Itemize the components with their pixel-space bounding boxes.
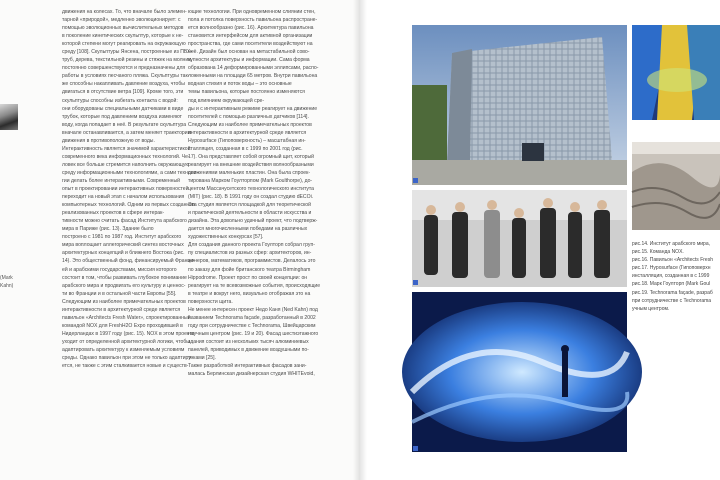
- caption-line: Kahn): [0, 283, 14, 289]
- figure-caption-line: при сотрудничестве с Technorama: [632, 297, 712, 304]
- text-line: под влиянием окружающей сре-: [188, 97, 265, 104]
- text-line: среды. Однако павильон при этом не только адаптиру-: [62, 355, 193, 362]
- text-line: скульптуры способны избегать контакта с водой:: [62, 97, 178, 104]
- text-line: тивности можно считать фасад Института арабского: [62, 218, 187, 225]
- text-line: в поколение кинетических скульптур, которые к не-: [62, 33, 184, 40]
- text-line: в театре и вокруг него, визуально отображая это на: [188, 290, 311, 297]
- text-line: ющие технологии. При одновременном слиянии стен,: [188, 9, 316, 15]
- text-line: токами [25].: [188, 355, 216, 362]
- text-line: названием Technorama façade, разработанный в 2002: [188, 314, 316, 321]
- text-line: помощью эволюционных вычислительных методов: [62, 25, 184, 32]
- text-line: 17). Она представляет собой огромный щит, который: [188, 153, 315, 160]
- text-line: Также разработкой интерактивных фасадов зани-: [188, 363, 307, 370]
- text-line: панелей, приводимых в движение воздушными по-: [188, 346, 309, 353]
- figure-marker: [413, 280, 418, 285]
- figure-technorama-facade: [412, 292, 627, 452]
- text-line: современного века информационных технологий. Че-: [62, 153, 190, 160]
- text-line: адаптировать архитектуру к изменяемым условиям: [62, 346, 185, 353]
- text-line: Не менее интересен проект Недо Каня (Ned Kahn) под: [188, 306, 318, 313]
- text-line: ется, не также с этим сталкивается новые и существ-: [62, 363, 189, 370]
- figure-captions: [632, 240, 720, 313]
- text-line: малась Берлинская дизайнерская студия WHITEvoid,: [188, 371, 315, 378]
- figure-caption-line: инсталляция, созданная в с 1999: [632, 273, 710, 280]
- text-line: они оборудованы специальными датчиками в виде: [62, 105, 184, 112]
- left-photo-caption: [0, 274, 30, 290]
- text-line: движениями маленьких пластин. Она была спроек-: [188, 169, 311, 176]
- text-line: павильон «Architects Fresh Water», спроектированный: [62, 314, 191, 321]
- figure-institut-arabskogo-mira: [412, 25, 627, 185]
- text-line: реализованных проектов в сфере интерак-: [62, 210, 165, 217]
- text-line: посетителей с помощью различных датчиков [114].: [188, 113, 309, 120]
- figure-caption-line: рис.15. Команда NOX.: [632, 249, 684, 256]
- text-line: движения в противоположную от воды.: [62, 137, 155, 144]
- text-line: реагирует на те всевозможные события, происходящие: [188, 282, 321, 289]
- text-line: водная стихия и поток воды – это основные: [188, 81, 292, 88]
- text-line: постоянно совершенствуются и предназначены для: [62, 65, 186, 72]
- text-line: пола и потолка поверхность павильона распростране-: [188, 17, 318, 24]
- text-line: Эта студия является площадкой для теоретической: [188, 202, 311, 209]
- text-line: здания состоит из нескольких тысяч алюминиевых: [188, 338, 309, 345]
- text-line: купности архитектуры и информации. Сама форма: [188, 57, 310, 64]
- text-line: ды и с интерактивным режиме реагирует на движение: [188, 105, 318, 112]
- text-line: ется волнообразно (рис. 16). Архитектура павильона: [188, 25, 314, 32]
- portrait-photo-fragment: [0, 104, 18, 130]
- text-line: которой степени могут реагировать на окружающую: [62, 41, 186, 48]
- book-gutter: [353, 0, 367, 480]
- text-line: интерактивности в архитектурной среде является: [62, 306, 181, 313]
- caption-line: (Mark: [0, 275, 13, 281]
- text-column-a: [62, 8, 199, 370]
- text-line: художественных конкурсах [57].: [188, 234, 264, 241]
- text-line: уходит от определенной архитектурной логики, чтобы: [62, 338, 190, 345]
- text-line: Hyposurface (Гипоповерхность) – масштабная ин-: [188, 137, 306, 144]
- text-line: становится интерфейсом для активной организации: [188, 33, 313, 40]
- text-line: среду [108]. Скульптуры Янсена, построенные из ПВХ-: [62, 49, 193, 56]
- text-line: Следующим из наиболее примечательных проектов: [62, 298, 186, 305]
- figure-caption-line: рис.18. Марк Гоулторп (Mark Goul: [632, 281, 711, 288]
- text-line: центом Массачусетского технологического института: [188, 186, 314, 193]
- text-line: командой NOX для FreshH2O Expo проходившей в: [62, 322, 183, 329]
- text-line: Интерактивность является значимой характеристикой: [62, 145, 191, 152]
- text-line: мира в Париже (рис. 13). Здание было: [62, 226, 154, 233]
- text-line: состоит в том, чтобы развивать глубокое понимание: [62, 274, 187, 281]
- text-line: переходит на новый этап с началом использования: [62, 194, 185, 201]
- text-line: году при сотрудничестве с Technorama, Швейцарским: [188, 322, 316, 329]
- text-line: пу специалистов из разных сфер: архитекторов, ин-: [188, 250, 312, 257]
- text-line: труб, дерева, текстильной резины и стяжек на молнии,: [62, 57, 193, 64]
- text-line: ти во Франции и в остальной части Европы [55].: [62, 290, 177, 297]
- text-line: Hippodrome. Проект прост по своей концепции: он: [188, 274, 308, 281]
- text-line: гии делать более интерактивными. Современный: [62, 177, 180, 184]
- text-line: Для создания данного проекта Гоулторп собрал груп-: [188, 242, 315, 249]
- text-line: арабского мира и продвигать его культуру и ценнос-: [62, 282, 186, 289]
- figure-caption-line: рис.16. Павильон «Architects Fresh: [632, 257, 713, 264]
- text-line: реагирует на внешние воздействия волнообразными: [188, 161, 314, 168]
- text-line: компьютерных технологий. Одним из первых созданных: [62, 202, 196, 209]
- text-line: и практической деятельности в области искусства и: [188, 210, 312, 217]
- figure-nox-team: [412, 190, 627, 287]
- text-line: воду, когда попадает в неё. В результате скульптура: [62, 121, 187, 128]
- figure-caption-line: рис.14. Институт арабского мира,: [632, 241, 711, 247]
- text-line: работы в условиях песчаного пляжа. Скульптуры так-: [62, 73, 190, 80]
- text-line: ложенными на площади 65 метров. Внутри павильона: [188, 73, 318, 80]
- figure-caption-line: учным центром.: [632, 305, 670, 312]
- text-line: трубок, которые под давлением воздуха изменяют: [62, 113, 182, 120]
- text-line: Следующим из наиболее примечательных проектов: [188, 121, 312, 128]
- text-line: женеров, математиков, программистов. Делалось это: [188, 258, 316, 265]
- text-line: образована 14 деформированными эллипсами, распо-: [188, 65, 319, 72]
- figure-fresh-water-pavilion: [632, 25, 720, 120]
- text-line: Нидерландах в 1997 году (рис. 15). NOX в этом проекте: [62, 330, 195, 337]
- text-line: сталляция, созданная в с 1999 по 2001 год (рис.: [188, 145, 303, 152]
- figure-marker: [413, 446, 418, 451]
- text-line: (MIT) (рис. 18). В 1991 году он создал студию dECOi.: [188, 194, 314, 201]
- text-line: неё. Дизайн был основан на метастабильной сово-: [188, 49, 310, 56]
- text-line: поверхности щита.: [188, 298, 233, 305]
- text-line: пространства, где сами посетители воздействуют на: [188, 41, 313, 48]
- text-line: научным центром (рис. 19 и 20). Фасад шестиэтажного: [188, 330, 319, 337]
- text-line: интерактивности в архитектурной среде является: [188, 129, 307, 136]
- figure-caption-line: рис.19. Technorama façade, разраб: [632, 289, 713, 296]
- text-line: по заказу для фойе британского театра Birmingham: [188, 266, 311, 273]
- text-line: ловек все больше стремится наполнить окружающую: [62, 161, 190, 168]
- text-line: 14). Это общественный фонд, финансируемый Франци-: [62, 258, 195, 265]
- text-line: тарной «природой», медленно эволюционирует: с: [62, 17, 181, 24]
- text-line: среду информационными технологиями, а сами техноло-: [62, 169, 199, 176]
- text-line: построено с 1981 по 1987 год. Институт арабского: [62, 234, 182, 241]
- text-column-b: [188, 8, 321, 378]
- text-line: архитектурных концепций и ближнего Востока (рис.: [62, 250, 185, 257]
- text-line: же способны накапливать давление воздуха, чтобы: [62, 81, 185, 88]
- text-line: ей и арабскими государствами, миссия которого: [62, 266, 177, 273]
- figure-marker: [413, 178, 418, 183]
- text-line: темы павильона, которые постоянно изменяются: [188, 89, 305, 96]
- figure-hyposurface: [632, 142, 720, 230]
- text-line: дается многочисленными победами на различных: [188, 226, 308, 233]
- text-line: мира воплощает аллегорический синтез восточных: [62, 242, 184, 249]
- text-line: вначале останавливается, а затем меняет траекторию: [62, 129, 192, 136]
- figure-caption-line: рис.17. Hyposurface (Гипоповерхн: [632, 265, 711, 272]
- text-line: опыт в проектировании интерактивных поверхностей: [62, 186, 189, 193]
- text-line: движения на колесах. То, что вначале было элемен-: [62, 9, 187, 15]
- text-line: дизайна. Эта довольно удачный проект, что подтверж-: [188, 218, 318, 225]
- text-line: тирована Марком Гоулторпом (Mark Goulthorpe), до-: [188, 177, 313, 184]
- text-line: двигаться в отсутствие ветра [109]. Кроме того, эти: [62, 89, 184, 96]
